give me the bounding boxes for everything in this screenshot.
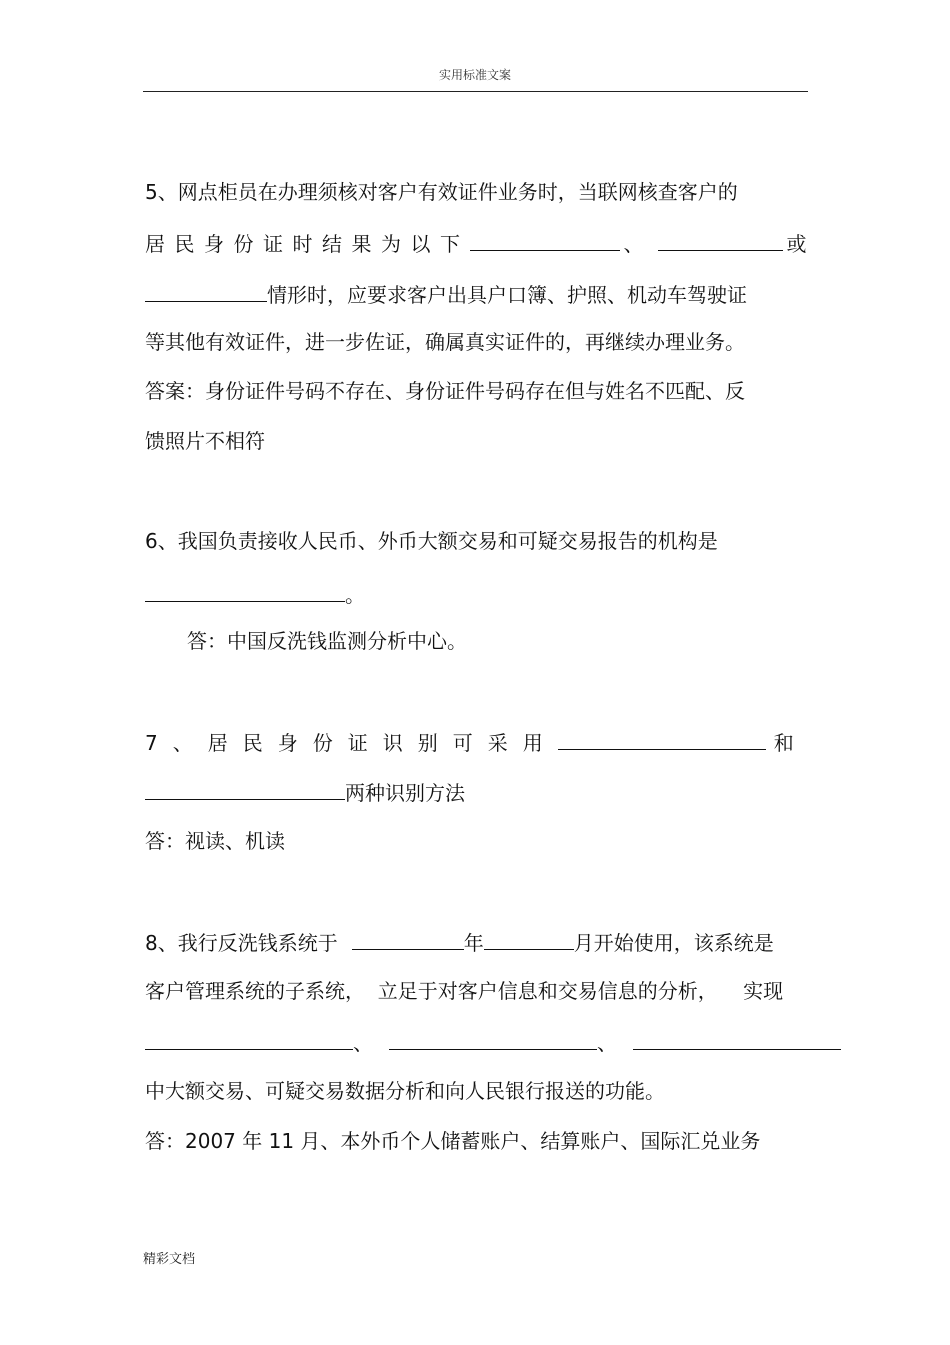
q5-or: 或 bbox=[786, 232, 807, 256]
q5-line-1: 5、网点柜员在办理须核对客户有效证件业务时，当联网核查客户的 bbox=[145, 180, 738, 204]
q5-answer-1: 答案：身份证件号码不存在、身份证件号码存在但与姓名不匹配、反 bbox=[145, 379, 745, 403]
q7-line-1 bbox=[145, 729, 794, 755]
q8-line-1-text: 8、我行反洗钱系统于 bbox=[145, 931, 338, 955]
q5-line-2-text: 居民身份证时结果为以下 bbox=[145, 232, 470, 256]
q7-blank-2[interactable] bbox=[145, 779, 345, 800]
q8-line-2: 客户管理系统的子系统， 立足于对客户信息和交易信息的分析， 实现 bbox=[145, 979, 784, 1003]
q5-blank-3[interactable] bbox=[145, 281, 267, 302]
q5-line-3 bbox=[145, 281, 747, 307]
q7-and: 和 bbox=[773, 731, 794, 755]
q7-line-2 bbox=[145, 779, 465, 805]
q8-blank-3[interactable] bbox=[633, 1029, 841, 1050]
q8-line-4: 中大额交易、可疑交易数据分析和向人民银行报送的功能。 bbox=[145, 1079, 665, 1103]
q5-line-4: 等其他有效证件，进一步佐证，确属真实证件的，再继续办理业务。 bbox=[145, 330, 745, 354]
q6-period: 。 bbox=[345, 583, 365, 607]
q7-line-1-text: 7、居民身份证识别可采用 bbox=[145, 731, 558, 755]
q5-line-2 bbox=[145, 230, 807, 256]
q6-answer: 答：中国反洗钱监测分析中心。 bbox=[187, 629, 467, 653]
q6-blank[interactable] bbox=[145, 581, 345, 602]
q8-sep-2: 、 bbox=[597, 1031, 617, 1055]
q8-answer: 答：2007 年 11 月、本外币个人储蓄账户、结算账户、国际汇兑业务 bbox=[145, 1129, 761, 1153]
q8-line-3 bbox=[145, 1029, 841, 1055]
q8-year-label: 年 bbox=[463, 931, 484, 955]
q5-sep: 、 bbox=[623, 232, 644, 256]
q6-line-1: 6、我国负责接收人民币、外币大额交易和可疑交易报告的机构是 bbox=[145, 529, 718, 553]
q8-sep-1: 、 bbox=[353, 1031, 373, 1055]
q8-line-1-rest: 月开始使用，该系统是 bbox=[573, 931, 774, 955]
header-rule bbox=[143, 91, 808, 92]
q8-blank-month[interactable] bbox=[484, 929, 574, 950]
q7-blank-1[interactable] bbox=[558, 729, 766, 750]
q5-blank-1[interactable] bbox=[470, 230, 620, 251]
q8-line-1 bbox=[145, 929, 774, 955]
q8-blank-year[interactable] bbox=[352, 929, 464, 950]
q5-line-3-text: 情形时，应要求客户出具户口簿、护照、机动车驾驶证 bbox=[267, 283, 747, 307]
page-header: 实用标准文案 bbox=[438, 68, 511, 82]
q7-line-2-text: 两种识别方法 bbox=[345, 781, 465, 805]
q8-blank-2[interactable] bbox=[389, 1029, 597, 1050]
page-footer: 精彩文档 bbox=[143, 1252, 196, 1267]
q5-blank-2[interactable] bbox=[658, 230, 783, 251]
q7-answer: 答：视读、机读 bbox=[145, 829, 285, 853]
q5-answer-2: 馈照片不相符 bbox=[145, 429, 265, 453]
q6-line-2 bbox=[145, 581, 365, 607]
q8-blank-1[interactable] bbox=[145, 1029, 353, 1050]
